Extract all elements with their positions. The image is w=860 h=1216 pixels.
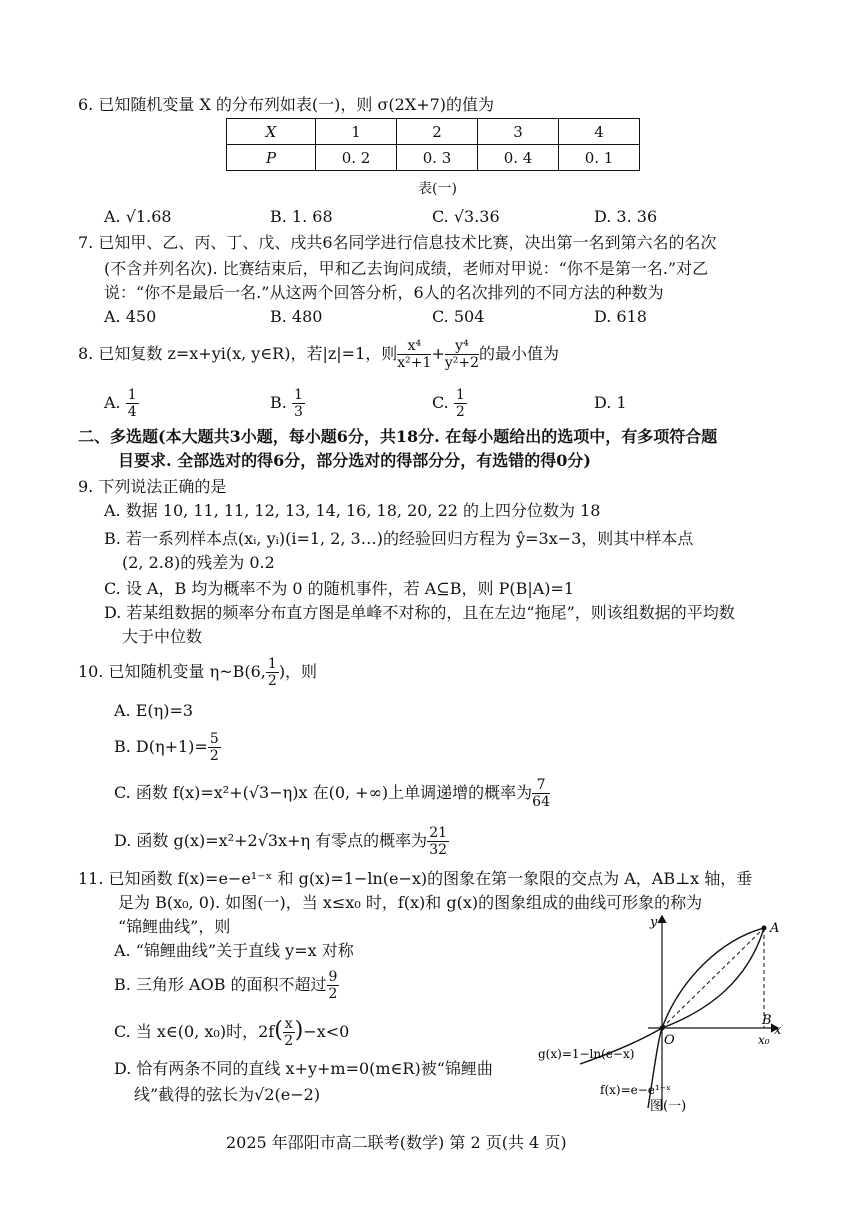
x-axis-label: x (774, 1023, 782, 1038)
frac-num: 1 (127, 387, 137, 403)
table-cell: 0. 4 (478, 145, 559, 171)
table-cell: X (227, 119, 316, 145)
q7-option-b: B. 480 (270, 307, 323, 326)
table-cell: 0. 1 (559, 145, 640, 171)
q9-option-a: A. 数据 10, 11, 11, 12, 13, 14, 16, 18, 20, 22 的上四分位数为 18 (104, 501, 601, 520)
q8-option-b (270, 384, 305, 422)
q10-stem-b: )，则 (278, 662, 318, 681)
q10-stem-a: 10. 已知随机变量 η~B(6, (78, 662, 266, 681)
q7-line3: 说：“你不是最后一名.”从这两个回答分析，6人的名次排列的不同方法的种数为 (104, 283, 664, 302)
q6-option-d: D. 3. 36 (594, 207, 658, 226)
figure-caption: 图(一) (650, 1099, 687, 1114)
q11-option-a: A. “锦鲤曲线”关于直线 y=x 对称 (114, 941, 354, 960)
q11-line3: “锦鲤曲线”，则 (118, 917, 231, 936)
frac-num: 9 (328, 969, 338, 985)
q8-option-c (432, 384, 467, 422)
q8-stem (78, 334, 559, 374)
frac-num: 1 (293, 387, 303, 403)
q8-option-a (104, 384, 139, 422)
q6-distribution-table (226, 118, 640, 171)
option-label: B. (270, 393, 287, 412)
option-label: C. (432, 393, 449, 412)
q10-option-d (114, 822, 449, 860)
q11-option-b (114, 966, 339, 1004)
q9-option-b-line1: B. 若一系列样本点(xᵢ, yᵢ)(i=1, 2, 3…)的经验回归方程为 ŷ=3x−3，则其中样本点 (104, 529, 694, 548)
q9-option-c: C. 设 A，B 均为概率不为 0 的随机事件，若 A⊆B，则 P(B|A)=1 (104, 579, 575, 598)
q11-option-c: C. 当 x∈(0, x₀)时，2f( $\frac{x}{2}$ )−x<0 (114, 1016, 350, 1049)
q9-stem: 9. 下列说法正确的是 (78, 477, 227, 496)
segment-oa (662, 928, 764, 1028)
point-o (660, 1026, 665, 1031)
y-axis-label: y (650, 915, 658, 930)
option-label: A. (104, 393, 121, 412)
option-text: D. 函数 g(x)=x²+2√3x+η 有零点的概率为 (114, 831, 428, 850)
q6-option-a: A. √1.68 (104, 207, 172, 226)
frac-den: 32 (429, 842, 448, 858)
q8-stem-b: 的最小值为 (479, 344, 560, 363)
q7-option-c: C. 504 (432, 307, 485, 326)
figure-koi-curve (530, 910, 790, 1120)
q7-option-a: A. 450 (104, 307, 157, 326)
frac-num: 1 (267, 656, 277, 672)
table-cell: 3 (478, 119, 559, 145)
frac-num: x⁴ (397, 338, 431, 355)
frac-den: 2 (328, 986, 338, 1002)
q6-option-b: B. 1. 68 (270, 207, 333, 226)
x0-label: x₀ (758, 1033, 770, 1047)
frac-den: x²+1 (397, 355, 432, 371)
option-text-tail: −x<0 (303, 1022, 350, 1041)
q9-option-d-line1: D. 若某组数据的频率分布直方图是单峰不对称的，且在左边“拖尾”，则该组数据的平均数 (104, 603, 735, 622)
option-text: C. 当 x∈(0, x₀)时，2f (114, 1022, 275, 1041)
frac-num: 1 (455, 387, 465, 403)
q10-stem (78, 652, 317, 692)
q9-option-b-line2: (2, 2.8)的残差为 0.2 (122, 553, 275, 572)
frac-den: 3 (293, 404, 303, 420)
table-cell: 0. 2 (316, 145, 397, 171)
section2-line2: 目要求. 全部选对的得6分，部分选对的得部分分，有选错的得0分) (118, 451, 591, 470)
table-cell: 0. 3 (397, 145, 478, 171)
frac-num: 7 (532, 777, 550, 794)
point-b-label: B (762, 1013, 772, 1028)
point-a-label: A (770, 921, 780, 936)
frac-num: 5 (209, 731, 219, 747)
g-curve-label: g(x)=1−ln(e−x) (538, 1047, 635, 1061)
q11-option-d-line2: 线”截得的弦长为√2(e−2) (134, 1085, 321, 1104)
q10-option-c (114, 774, 550, 812)
q9-option-d-line2: 大于中位数 (122, 627, 203, 646)
frac-den: 64 (532, 794, 550, 810)
frac-num: y⁴ (445, 338, 479, 355)
section2-line1: 二、多选题(本大题共3小题，每小题6分，共18分. 在每小题给出的选项中，有多项符合题 (78, 427, 718, 446)
frac-den: 4 (127, 404, 137, 420)
q10-option-a: A. E(η)=3 (114, 701, 194, 720)
frac-num: 21 (429, 825, 448, 841)
frac-den: 2 (209, 748, 219, 764)
table-cell: P (227, 145, 316, 171)
q11-option-d-line1: D. 恰有两条不同的直线 x+y+m=0(m∈R)被“锦鲤曲 (114, 1059, 493, 1078)
table-cell: 1 (316, 119, 397, 145)
f-curve-label: f(x)=e−e¹⁻ˣ (600, 1083, 672, 1097)
q11-line1: 11. 已知函数 f(x)=e−e¹⁻ˣ 和 g(x)=1−ln(e−x)的图象在第一象限的交点为 A，AB⊥x 轴，垂 (78, 869, 753, 888)
frac-den: y²+2 (444, 355, 480, 371)
option-text: C. 函数 f(x)=x²+(√3−η)x 在(0, +∞)上单调递增的概率为 (114, 783, 533, 802)
table-cell: 2 (397, 119, 478, 145)
table-cell: 4 (559, 119, 640, 145)
frac-den: 2 (284, 1033, 294, 1049)
q6-table-caption: 表(一) (418, 181, 457, 197)
q8-fraction-y (445, 338, 479, 371)
frac-num: x (284, 1016, 293, 1032)
q8-option-d: D. 1 (594, 393, 627, 412)
q10-option-b (114, 728, 221, 766)
q7-line2: (不含并列名次). 比赛结束后，甲和乙去询问成绩，老师对甲说：“你不是第一名.”对乙 (104, 259, 709, 278)
q8-fraction-x (397, 338, 431, 371)
page-footer: 2025 年邵阳市高二联考(数学) 第 2 页(共 4 页) (226, 1133, 567, 1152)
option-text: B. D(η+1)= (114, 737, 208, 756)
q7-line1: 7. 已知甲、乙、丙、丁、戊、戌共6名同学进行信息技术比赛，决出第一名到第六名的名次 (78, 233, 717, 252)
frac-den: 2 (267, 673, 277, 689)
q11-line2: 足为 B(x₀, 0). 如图(一)，当 x≤x₀ 时，f(x)和 g(x)的图象组成的曲线可形象的称为 (118, 893, 703, 912)
q8-stem-a: 8. 已知复数 z=x+yi(x, y∈R)，若|z|=1，则 (78, 344, 398, 363)
frac-den: 2 (455, 404, 465, 420)
f-curve (648, 928, 764, 1108)
q6-stem: 6. 已知随机变量 X 的分布列如表(一)，则 σ(2X+7)的值为 (78, 95, 495, 114)
q6-option-c: C. √3.36 (432, 207, 500, 226)
option-text: B. 三角形 AOB 的面积不超过 (114, 975, 327, 994)
q7-option-d: D. 618 (594, 307, 647, 326)
point-o-label: O (664, 1033, 675, 1048)
point-a (762, 926, 767, 931)
plus-sign: + (431, 344, 445, 363)
